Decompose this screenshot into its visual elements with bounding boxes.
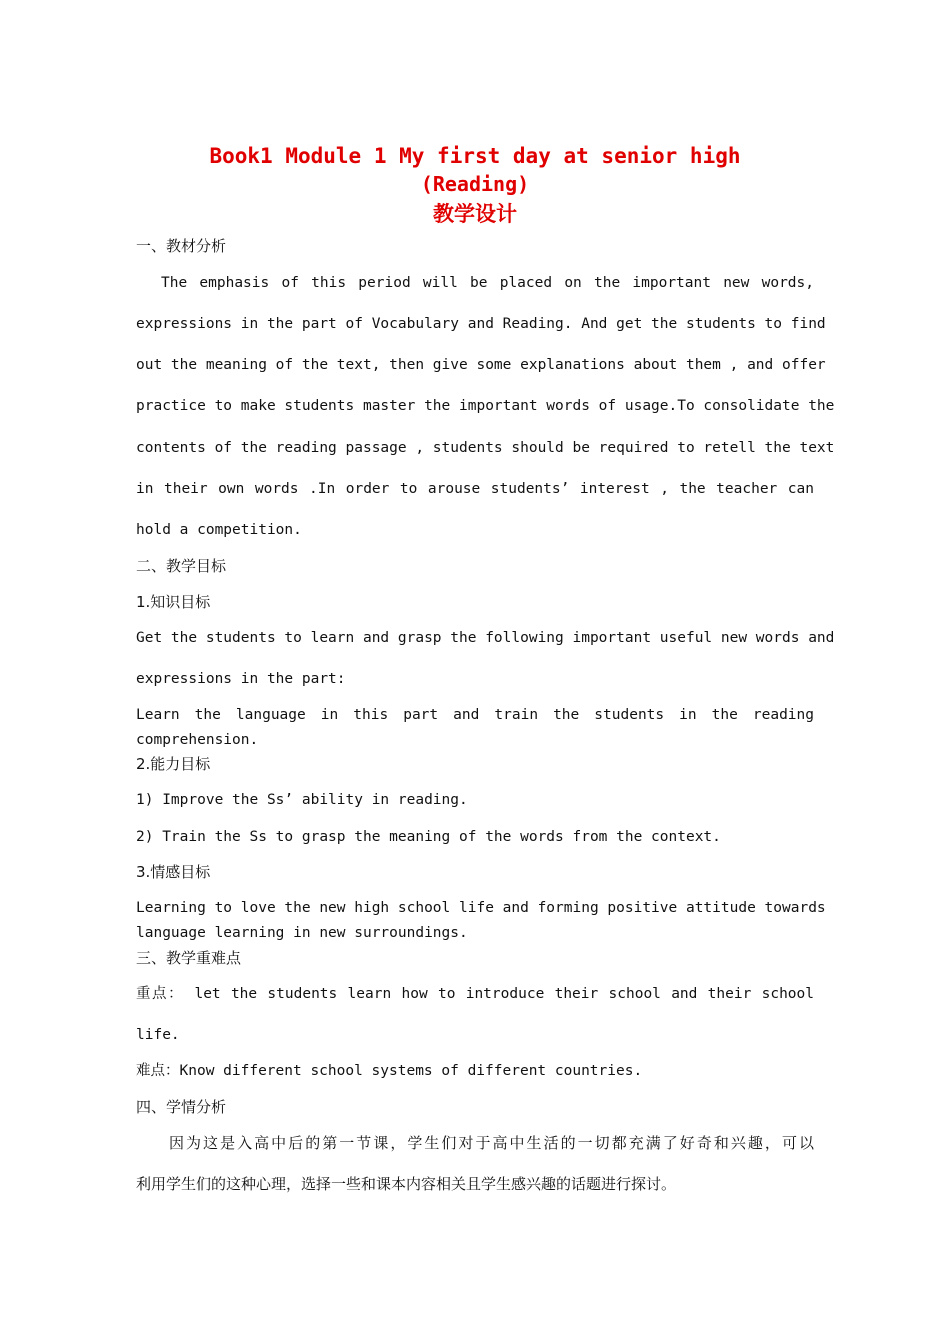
- paragraph-line: in their own words .In order to arouse students’ interest , the teacher can: [136, 481, 814, 497]
- section-heading: 一、教材分析: [136, 237, 227, 255]
- section-heading: 三、教学重难点: [136, 949, 242, 967]
- document-subtitle: (Reading): [420, 172, 530, 196]
- document-title: Book1 Module 1 My first day at senior high: [209, 144, 741, 168]
- paragraph-line: The emphasis of this period will be placed on the important new words,: [161, 275, 814, 291]
- paragraph-line: language learning in new surroundings.: [136, 925, 468, 941]
- paragraph-line: expressions in the part of Vocabulary and Reading. And get the students to find: [136, 316, 826, 332]
- paragraph-line: 1) Improve the Ss’ ability in reading.: [136, 792, 468, 808]
- paragraph-line: Learning to love the new high school life and forming positive attitude towards: [136, 900, 826, 916]
- paragraph-line: contents of the reading passage , students should be required to retell the text: [136, 440, 835, 456]
- document-title-chinese: 教学设计: [433, 202, 517, 226]
- subsection-heading: 3.情感目标: [136, 863, 211, 881]
- paragraph-line: 2) Train the Ss to grasp the meaning of the words from the context.: [136, 829, 721, 845]
- paragraph-line: expressions in the part:: [136, 671, 346, 687]
- paragraph-line: 利用学生们的这种心理，选择一些和课本内容相关且学生感兴趣的话题进行探讨。: [136, 1175, 677, 1193]
- paragraph-line: Learn the language in this part and train the students in the reading: [136, 707, 814, 723]
- paragraph-line: Get the students to learn and grasp the following important useful new words and: [136, 630, 835, 646]
- paragraph-line: out the meaning of the text, then give some explanations about them , and offer: [136, 357, 826, 373]
- paragraph-line: 因为这是入高中后的第一节课，学生们对于高中生活的一切都充满了好奇和兴趣，可以: [169, 1134, 814, 1152]
- paragraph-line: 重点： let the students learn how to introduce their school and their school: [136, 986, 814, 1002]
- paragraph-line: comprehension.: [136, 732, 259, 748]
- paragraph-line: hold a competition.: [136, 522, 302, 538]
- paragraph-line: life.: [136, 1027, 180, 1043]
- subsection-heading: 2.能力目标: [136, 755, 211, 773]
- paragraph-line: 难点：Know different school systems of different countries.: [136, 1063, 643, 1079]
- paragraph-line: practice to make students master the important words of usage.To consolidate the: [136, 398, 835, 414]
- subsection-heading: 1.知识目标: [136, 593, 211, 611]
- section-heading: 二、教学目标: [136, 557, 227, 575]
- section-heading: 四、学情分析: [136, 1098, 227, 1116]
